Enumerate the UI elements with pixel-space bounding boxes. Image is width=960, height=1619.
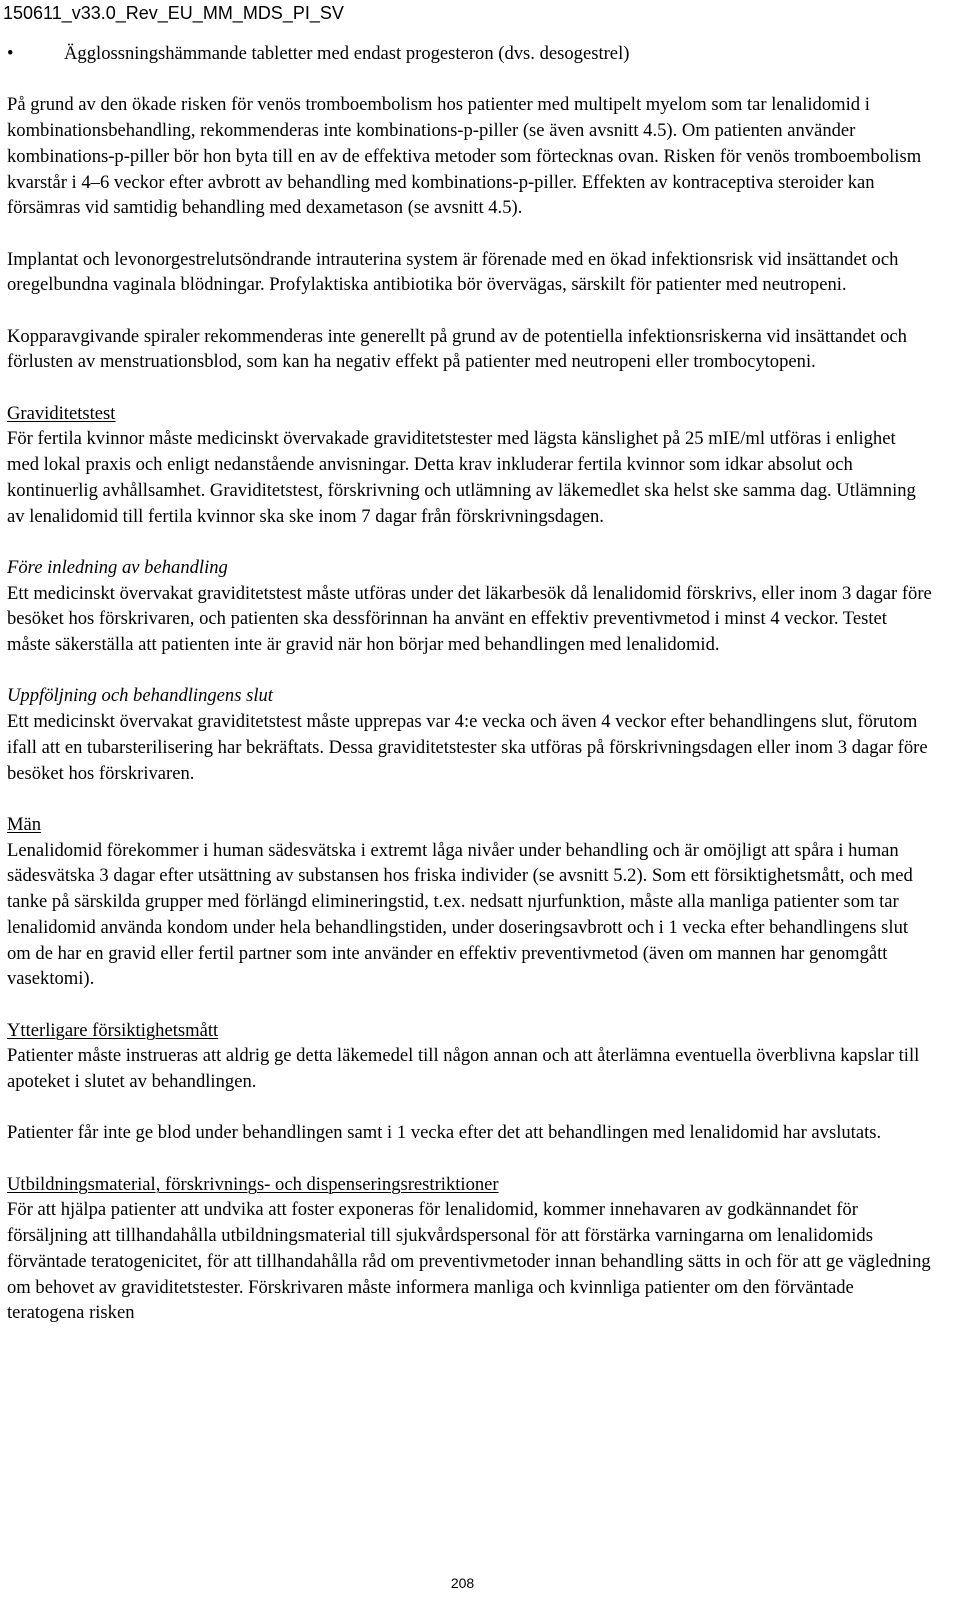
section-men	[7, 812, 932, 992]
section-heading-men: Män	[7, 813, 42, 835]
section-before-treatment	[7, 555, 932, 658]
paragraph-copper-iud: Kopparavgivande spiraler rekommenderas inte generellt på grund av de potentiella infektionsriskerna vid insättandet och förlusten av menstruationsblod, som kan ha negativ effekt på patienter med neutropeni eller trombocytopeni.	[7, 325, 907, 373]
section-heading-additional-precautions: Ytterligare försiktighetsmått	[7, 1019, 219, 1041]
section-text-before-treatment: Ett medicinskt övervakat graviditetstest måste utföras under det läkarbesök då lenalidomid förskrivs, eller inom 3 dagar före besöket hos förskrivaren, och patienten ska dessförinnan ha använt en effektiv preventivmetod i minst 4 veckor. Testet måste säkerställa att patienten inte är gravid när hon börjar med behandlingen med lenalidomid.	[7, 582, 932, 656]
section-educational-material	[7, 1172, 932, 1326]
section-text-follow-up: Ett medicinskt övervakat graviditetstest måste upprepas var 4:e vecka och även 4 veckor efter behandlingens slut, förutom ifall att en tubarsterilisering har bekräftats. Dessa graviditetstester ska utföras på förskrivningsdagen eller inom 3 dagar före besöket hos förskrivaren.	[7, 711, 928, 784]
bullet-text: Ägglossningshämmande tabletter med endast progesteron (dvs. desogestrel)	[64, 43, 630, 64]
section-text-educational-material: För att hjälpa patienter att undvika att foster exponeras för lenalidomid, kommer innehavaren av godkännandet för försäljning att tillhandahålla utbildningsmaterial till sjukvårdspersonal för att förstärka varningarna om lenalidomids förväntade teratogenicitet, för att tillhandahålla råd om preventivmetoder innan behandling sätts in och för att ge vägledning om behovet av graviditetstester. Förskrivaren måste informera manliga och kvinnliga patienter om den förväntade teratogena risken	[7, 1199, 931, 1324]
page-number: 208	[450, 1575, 475, 1591]
section-text-men: Lenalidomid förekommer i human sädesvätska i extremt låga nivåer under behandling och är omöjligt att spåra i human sädesvätska 3 dagar efter utsättning av substansen hos friska individer (se avsnitt 5.2). Som ett försiktighetsmått, och med tanke på särskilda grupper med förlängd elimineringstid, t.ex. nedsatt njurfunktion, måste alla manliga patienter som tar lenalidomid använda kondom under hela behandlingstiden, under doseringsavbrott och i 1 vecka efter behandlingens slut om de har en gravid eller fertil partner som inte använder en effektiv preventivmetod (även om mannen har genomgått vasektomi).	[7, 839, 913, 990]
section-heading-follow-up: Uppföljning och behandlingens slut	[7, 685, 273, 707]
bullet-dot-icon: •	[7, 43, 14, 64]
paragraph-blood-donation: Patienter får inte ge blod under behandlingen samt i 1 vecka efter det att behandlingen med lenalidomid har avslutats.	[7, 1122, 882, 1144]
paragraph-implants: Implantat och levonorgestrelutsöndrande intrauterina system är förenade med en ökad infektionsrisk vid insättandet och oregelbundna vaginala blödningar. Profylaktiska antibiotika bör övervägas, särskilt för patienter med neutropeni.	[7, 248, 899, 296]
paragraph-combined-pills: På grund av den ökade risken för venös tromboembolism hos patienter med multipelt myelom som tar lenalidomid i kombinationsbehandling, rekommenderas inte kombinations-p-piller (se även avsnitt 4.5). Om patienten använder kombinations-p-piller bör hon byta till en av de effektiva metoder som förtecknas ovan. Risken för venös tromboembolism kvarstår i 4–6 veckor efter avbrott av behandling med kombinations-p-piller. Effekten av kontraceptiva steroider kan försämras vid samtidig behandling med dexametason (se avsnitt 4.5).	[7, 94, 922, 219]
section-text-pregnancy-test: För fertila kvinnor måste medicinskt övervakade graviditetstester med lägsta känslighet på 25 mIE/ml utföras i enlighet med lokal praxis och enligt nedanstående anvisningar. Detta krav inkluderar fertila kvinnor som idkar absolut och kontinuerlig avhållsamhet. Graviditetstest, förskrivning och utlämning av läkemedlet ska helst ske samma dag. Utlämning av lenalidomid till fertila kvinnor ska ske inom 7 dagar från förskrivningsdagen.	[7, 428, 916, 527]
section-heading-before-treatment: Före inledning av behandling	[7, 556, 228, 578]
section-text-additional-precautions: Patienter måste instrueras att aldrig ge detta läkemedel till någon annan och att återlämna eventuella överblivna kapslar till apoteket i slutet av behandlingen.	[7, 1045, 920, 1092]
section-additional-precautions	[7, 1018, 932, 1095]
document-header-id: 150611_v33.0_Rev_EU_MM_MDS_PI_SV	[3, 3, 344, 23]
bullet-item	[7, 41, 932, 67]
section-follow-up	[7, 683, 932, 786]
document-body	[7, 41, 932, 1326]
section-heading-pregnancy-test: Graviditetstest	[7, 402, 116, 424]
section-heading-educational-material: Utbildningsmaterial, förskrivnings- och dispenseringsrestriktioner	[7, 1173, 499, 1195]
section-pregnancy-test	[7, 401, 932, 530]
